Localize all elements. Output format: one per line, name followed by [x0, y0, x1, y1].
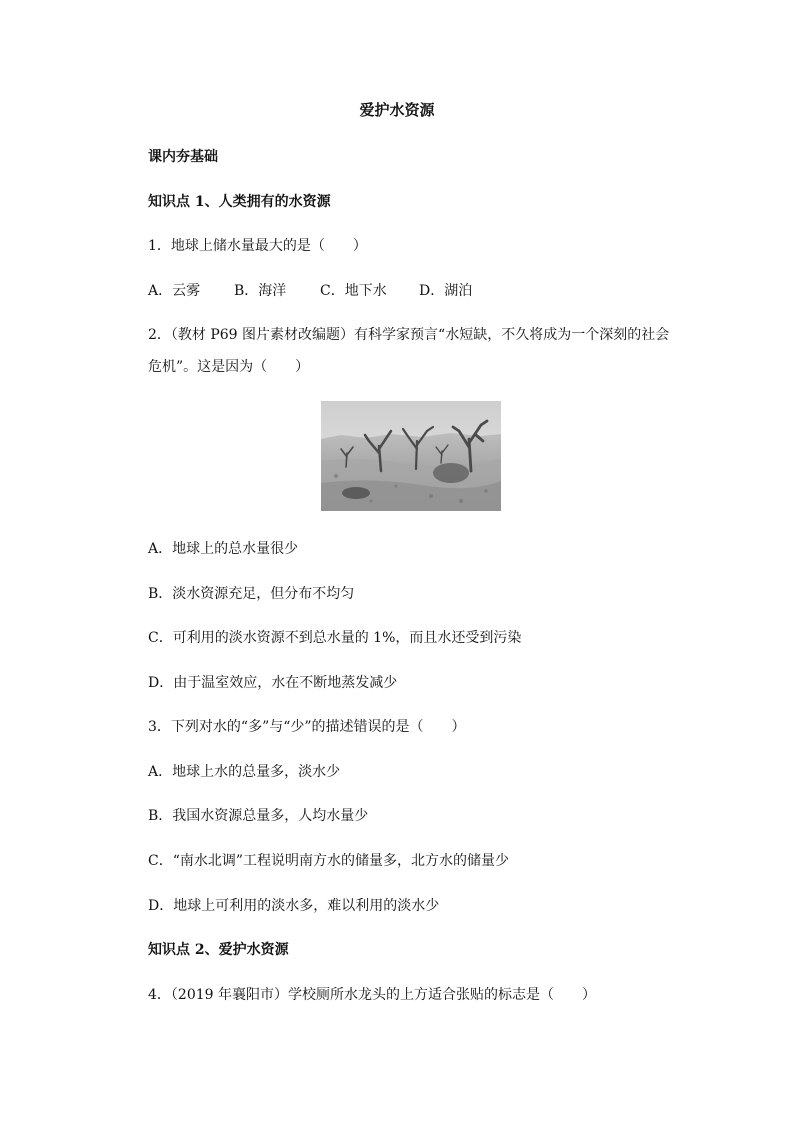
question-2-option-a: A．地球上的总水量很少	[148, 541, 299, 557]
drought-dead-trees-photo	[321, 401, 501, 511]
question-2-option-b: B．淡水资源充足，但分布不均匀	[148, 586, 355, 602]
question-2-option-d: D．由于温室效应，水在不断地蒸发减少	[148, 675, 398, 691]
question-2-stem-line-1: 2．（教材 P69 图片素材改编题）有科学家预言“水短缺，不久将成为一个深刻的社会	[148, 327, 670, 343]
question-3-stem: 3．下列对水的“多”与“少”的描述错误的是（ ）	[148, 719, 466, 735]
option-d: D．湖泊	[419, 283, 473, 299]
option-c: C．地下水	[320, 283, 387, 299]
question-1-stem: 1．地球上储水量最大的是（ ）	[148, 238, 367, 254]
question-2-option-c: C．可利用的淡水资源不到总水量的 1%，而且水还受到污染	[148, 630, 522, 646]
page-title: 爱护水资源	[359, 101, 435, 119]
question-2-stem-line-2: 危机”。这是因为（ ）	[148, 359, 310, 375]
question-4-stem: 4．（2019 年襄阳市）学校厕所水龙头的上方适合张贴的标志是（ ）	[148, 987, 596, 1003]
option-a: A．云雾	[148, 283, 201, 299]
question-3-option-b: B．我国水资源总量多，人均水量少	[148, 808, 369, 824]
section-heading: 课内夯基础	[148, 149, 218, 165]
option-b: B．海洋	[234, 283, 287, 299]
knowledge-point-2-heading: 知识点 2、爱护水资源	[148, 942, 289, 958]
question-3-option-d: D．地球上可利用的淡水多，难以利用的淡水少	[148, 898, 440, 914]
question-3-option-a: A．地球上水的总量多，淡水少	[148, 764, 341, 780]
question-1-options	[148, 281, 472, 301]
knowledge-point-1-heading: 知识点 1、人类拥有的水资源	[148, 194, 331, 210]
question-3-option-c: C．“南水北调”工程说明南方水的储量多，北方水的储量少	[148, 853, 510, 869]
